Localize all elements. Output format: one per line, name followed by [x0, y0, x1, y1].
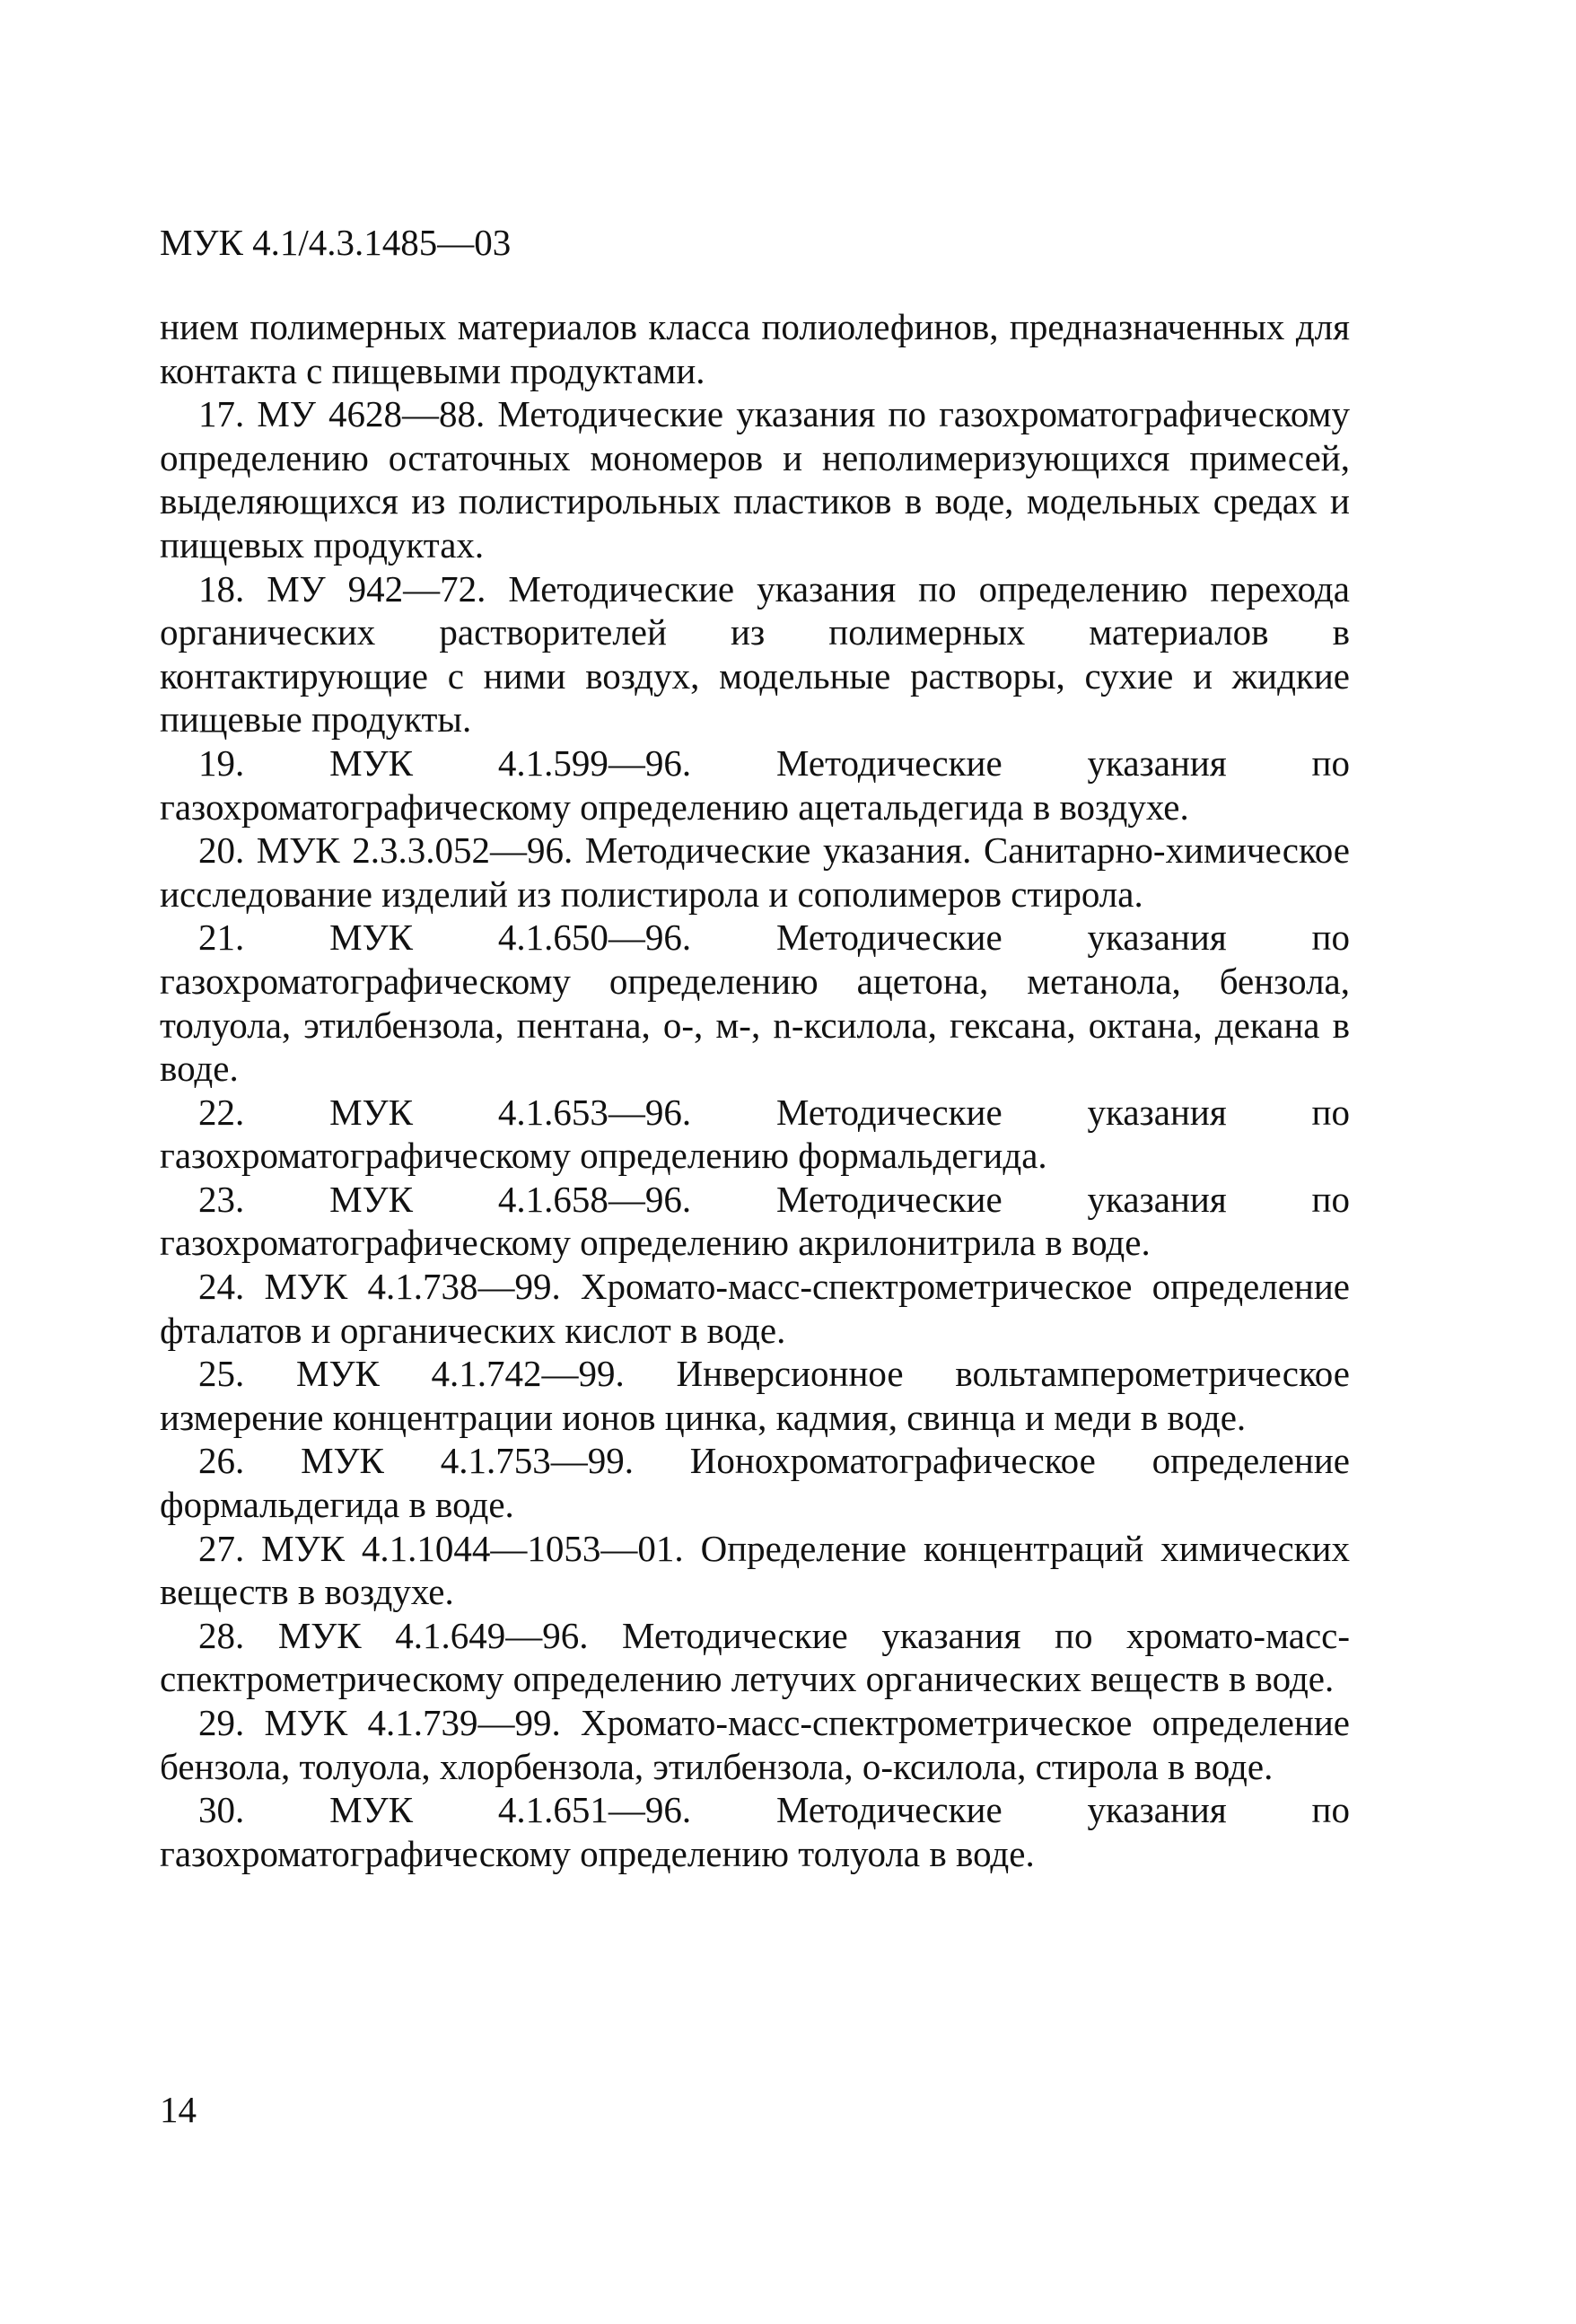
reference-list — [160, 305, 1350, 1875]
reference-continuation: нием полимерных материалов класса полиолефинов, предназначенных для контакта с пищевыми продуктами. — [160, 306, 1350, 391]
reference-item-27: 27. МУК 4.1.1044—1053—01. Определение концентраций химических веществ в воздухе. — [160, 1527, 1350, 1613]
reference-item-25: 25. МУК 4.1.742—99. Инверсионное вольтамперометрическое измерение концентрации ионов цинка, кадмия, свинца и меди в воде. — [160, 1353, 1350, 1438]
reference-item-19: 19. МУК 4.1.599—96. Методические указания по газохроматографическому определению ацетальдегида в воздухе. — [160, 741, 1350, 828]
reference-item-24: 24. МУК 4.1.738—99. Хромато-масс-спектрометрическое определение фталатов и органических кислот в воде. — [160, 1266, 1350, 1351]
reference-item-21: 21. МУК 4.1.650—96. Методические указания по газохроматографическому определению ацетона, метанола, бензола, толуола, этилбензола, пентана, о-, м-, n-ксилола, гексана, октана, декана в воде. — [160, 916, 1350, 1090]
reference-item-22: 22. МУК 4.1.653—96. Методические указания по газохроматографическому определению формальдегида. — [160, 1091, 1350, 1177]
reference-item-23: 23. МУК 4.1.658—96. Методические указания по газохроматографическому определению акрилонитрила в воде. — [160, 1178, 1350, 1264]
running-header-document-code: МУК 4.1/4.3.1485—03 — [160, 222, 512, 263]
reference-item-20: 20. МУК 2.3.3.052—96. Методические указания. Санитарно-химическое исследование изделий из полистирола и сополимеров стирола. — [160, 829, 1350, 915]
reference-item-30: 30. МУК 4.1.651—96. Методические указания по газохроматографическому определению толуола в воде. — [160, 1789, 1350, 1874]
reference-item-26: 26. МУК 4.1.753—99. Ионохроматографическое определение формальдегида в воде. — [160, 1440, 1350, 1526]
page-number: 14 — [160, 2089, 197, 2130]
reference-item-17: 17. МУ 4628—88. Методические указания по газохроматографическому определению остаточных мономеров и неполимеризующихся примесей, выделяющихся из полистирольных пластиков в воде, модельных средах и пищевых продуктах. — [160, 393, 1350, 566]
reference-item-28: 28. МУК 4.1.649—96. Методические указания по хромато-масс-спектрометрическому определению летучих органических веществ в воде. — [160, 1614, 1350, 1700]
reference-item-29: 29. МУК 4.1.739—99. Хромато-масс-спектрометрическое определение бензола, толуола, хлорбензола, этилбензола, о-ксилола, стирола в воде. — [160, 1702, 1350, 1787]
reference-item-18: 18. МУ 942—72. Методические указания по определению перехода органических растворителей из полимерных материалов в контактирующие с ними воздух, модельные растворы, сухие и жидкие пищевые продукты. — [160, 567, 1350, 741]
